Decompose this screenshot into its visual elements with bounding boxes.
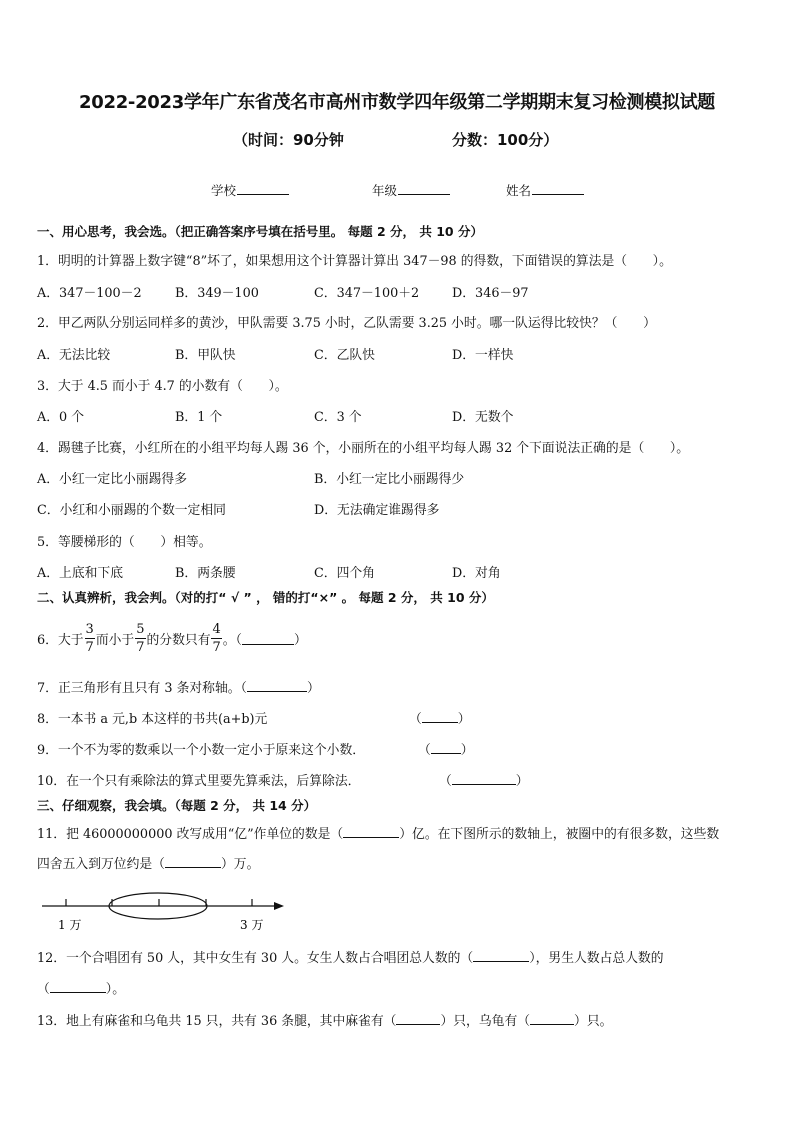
question-12-line2: （ ）。 — [37, 982, 125, 997]
q4-option-a[interactable]: A．小红一定比小丽踢得多 — [37, 472, 188, 487]
q3-option-a[interactable]: A．0 个 — [37, 410, 85, 425]
q2-option-a[interactable]: A．无法比较 — [37, 348, 111, 363]
question-11-line1: 11．把 46000000000 改写成用“亿”作单位的数是（ ）亿。在下图所示的数轴上，被圈中的有很多数，这些数 — [37, 827, 720, 842]
question-7: 7．正三角形有且只有 3 条对称轴。（ ） — [37, 681, 320, 696]
section2-heading: 二、认真辨析，我会判。（对的打“ √ ” ， 错的打“×” 。 每题 2 分， 共 10 分） — [37, 590, 494, 605]
q10-answer[interactable]: （ ） — [439, 774, 529, 789]
q2-option-b[interactable]: B．甲队快 — [175, 348, 236, 363]
q13-blank-1[interactable] — [396, 1012, 440, 1025]
exam-score: 分数：100分） — [452, 131, 559, 149]
q12-blank-2[interactable] — [50, 980, 106, 993]
question-3: 3．大于 4.5 而小于 4.7 的小数有（ ）。 — [37, 379, 288, 394]
q10-answer-blank[interactable] — [452, 772, 516, 785]
q1-option-b[interactable]: B．349－100 — [175, 286, 259, 301]
q1-option-a[interactable]: A．347－100－2 — [37, 286, 142, 301]
label-right: 3 万 — [240, 918, 264, 932]
q1-option-c[interactable]: C．347－100＋2 — [314, 286, 420, 301]
q5-option-b[interactable]: B．两条腰 — [175, 566, 236, 581]
question-9: 9．一个不为零的数乘以一个小数一定小于原来这个小数． — [37, 743, 366, 758]
fraction-5-7: $\frac{5}{7}$ — [136, 621, 145, 655]
q5-option-d[interactable]: D．对角 — [452, 566, 501, 581]
school-field[interactable] — [211, 181, 289, 199]
question-11-line2: 四舍五入到万位约是（ ）万。 — [37, 857, 260, 872]
question-12-line1: 12．一个合唱团有 50 人，其中女生有 30 人。女生人数占合唱团总人数的（ ），男生人数占总人数的 — [37, 951, 664, 966]
school-label: 学校 — [211, 183, 237, 198]
grade-blank[interactable] — [398, 182, 450, 195]
label-left: 1 万 — [58, 918, 82, 932]
q4-option-b[interactable]: B．小红一定比小丽踢得少 — [314, 472, 465, 487]
question-6: 6．大于 $\frac{3}{7}$ 而小于 $\frac{5}{7}$ 的分数只有 $\frac{4}{7}$ 。（ ） — [37, 621, 307, 655]
q3-option-c[interactable]: C．3 个 — [314, 410, 362, 425]
q2-option-d[interactable]: D．一样快 — [452, 348, 514, 363]
number-line-arrow — [274, 902, 284, 910]
q9-answer-blank[interactable] — [431, 741, 461, 754]
q11-blank-1[interactable] — [343, 825, 399, 838]
q3-option-d[interactable]: D．无数个 — [452, 410, 514, 425]
question-13: 13．地上有麻雀和乌龟共 15 只，共有 36 条腿，其中麻雀有（ ）只，乌龟有（ ）只。 — [37, 1014, 613, 1029]
question-2: 2．甲乙两队分别运同样多的黄沙，甲队需要 3.75 小时，乙队需要 3.25 小时。哪一队运得比较快？（ ） — [37, 316, 656, 331]
q5-option-a[interactable]: A．上底和下底 — [37, 566, 124, 581]
page-title: 2022-2023学年广东省茂名市高州市数学四年级第二学期期末复习检测模拟试题 — [79, 92, 715, 113]
fraction-4-7: $\frac{4}{7}$ — [212, 621, 221, 655]
q13-blank-2[interactable] — [530, 1012, 574, 1025]
q11-blank-2[interactable] — [165, 855, 221, 868]
exam-time: （时间：90分钟 — [233, 131, 344, 149]
section3-heading: 三、仔细观察，我会填。（每题 2 分， 共 14 分） — [37, 798, 317, 813]
question-4: 4．踢毽子比赛，小红所在的小组平均每人踢 36 个，小丽所在的小组平均每人踢 32 个下面说法正确的是（ ）。 — [37, 441, 690, 456]
number-line — [38, 885, 288, 935]
grade-field[interactable] — [372, 181, 450, 199]
question-5: 5．等腰梯形的（ ）相等。 — [37, 535, 212, 550]
grade-label: 年级 — [372, 183, 398, 198]
name-label: 姓名 — [506, 183, 532, 198]
q4-option-c[interactable]: C．小红和小丽踢的个数一定相同 — [37, 503, 226, 518]
name-blank[interactable] — [532, 182, 584, 195]
q3-option-b[interactable]: B．1 个 — [175, 410, 223, 425]
q4-option-d[interactable]: D．无法确定谁踢得多 — [314, 503, 440, 518]
q8-answer-blank[interactable] — [422, 710, 458, 723]
q2-option-c[interactable]: C．乙队快 — [314, 348, 375, 363]
q9-answer[interactable]: （ ） — [418, 743, 474, 758]
question-10: 10．在一个只有乘除法的算式里要先算乘法，后算除法． — [37, 774, 361, 789]
fraction-3-7: $\frac{3}{7}$ — [85, 621, 94, 655]
q5-option-c[interactable]: C．四个角 — [314, 566, 375, 581]
q7-answer-blank[interactable] — [247, 679, 307, 692]
q1-option-d[interactable]: D．346－97 — [452, 286, 529, 301]
q12-blank-1[interactable] — [473, 949, 529, 962]
name-field[interactable] — [506, 181, 584, 199]
q8-answer[interactable]: （ ） — [409, 712, 471, 727]
school-blank[interactable] — [237, 182, 289, 195]
question-8: 8．一本书 a 元,b 本这样的书共(a+b)元 — [37, 712, 268, 727]
section1-heading: 一、用心思考，我会选。（把正确答案序号填在括号里。 每题 2 分， 共 10 分） — [37, 224, 483, 239]
question-1: 1．明明的计算器上数字键“8”坏了，如果想用这个计算器计算出 347－98 的得数，下面错误的算法是（ ）。 — [37, 254, 672, 269]
q6-answer-blank[interactable] — [242, 632, 294, 645]
